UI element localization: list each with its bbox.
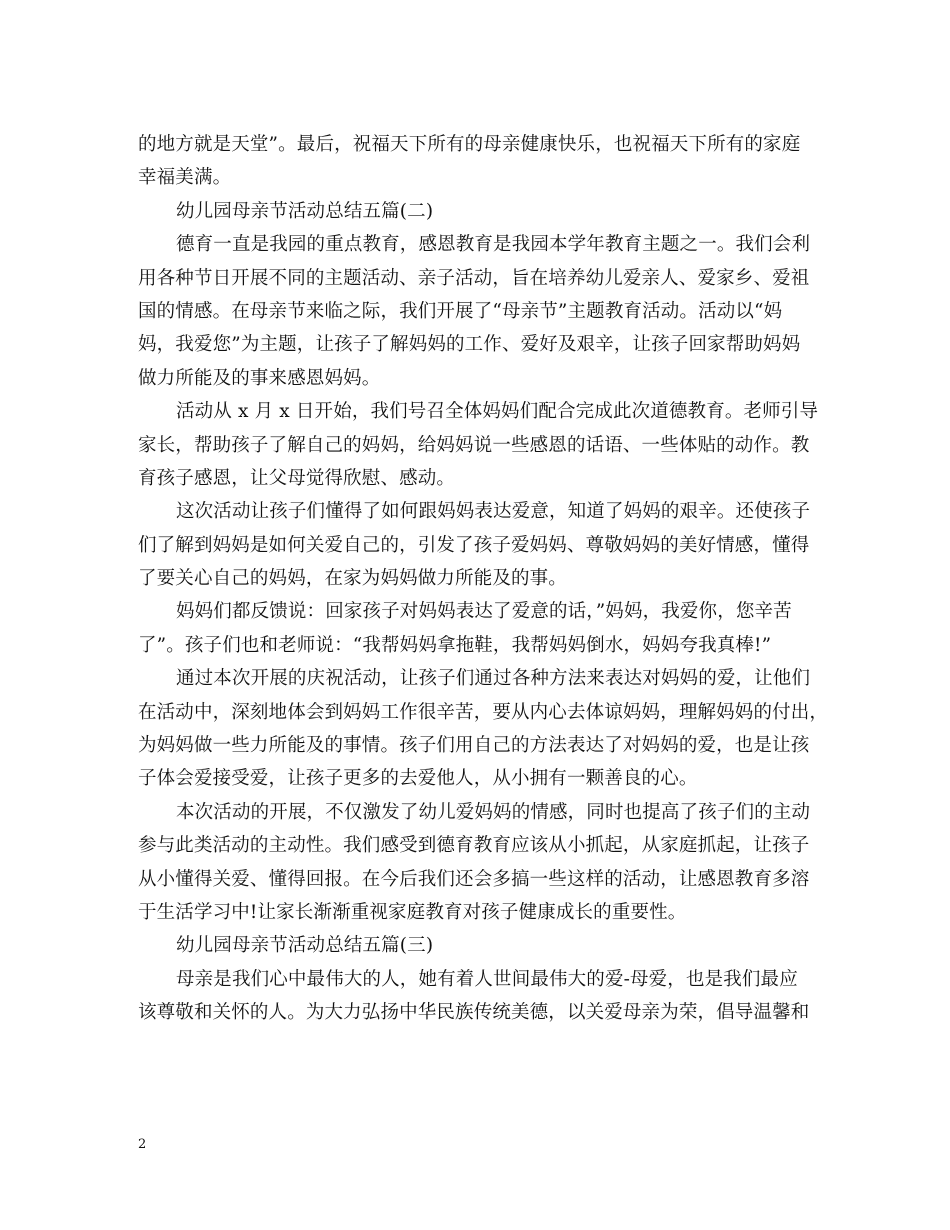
paragraph-first-line: 通过本次开展的庆祝活动，让孩子们通过各种方法来表达对妈妈的爱，让他们 — [176, 668, 811, 690]
text-line: 妈，我爱您”为主题，让孩子了解妈妈的工作、爱好及艰辛，让孩子回家帮助妈妈 — [138, 334, 801, 356]
text-line: 参与此类活动的主动性。我们感受到德育教育应该从小抓起，从家庭抓起，让孩子 — [138, 835, 810, 857]
text-line: 家长，帮助孩子了解自己的妈妈，给妈妈说一些感恩的话语、一些体贴的动作。教 — [138, 434, 810, 456]
paragraph-first-line: 幼儿园母亲节活动总结五篇(二) — [176, 200, 434, 222]
text-line: 的地方就是天堂”。最后，祝福天下所有的母亲健康快乐，也祝福天下所有的家庭 — [138, 134, 801, 155]
text-line: 幸福美满。 — [138, 167, 232, 189]
page-number: 2 — [138, 1137, 147, 1152]
paragraph-first-line: 幼儿园母亲节活动总结五篇(三) — [176, 935, 434, 957]
text-line: 国的情感。在母亲节来临之际，我们开展了“母亲节”主题教育活动。活动以“妈 — [138, 300, 783, 322]
text-line: 了要关心自己的妈妈，在家为妈妈做力所能及的事。 — [138, 568, 567, 590]
text-line: 于生活学习中!让家长渐渐重视家庭教育对孩子健康成长的重要性。 — [138, 901, 687, 923]
text-line: 做力所能及的事来感恩妈妈。 — [138, 367, 381, 389]
text-line: 用各种节日开展不同的主题活动、亲子活动，旨在培养幼儿爱亲人、爱家乡、爱祖 — [138, 267, 810, 289]
text-line: 子体会爱接受爱，让孩子更多的去爱他人，从小拥有一颗善良的心。 — [138, 768, 698, 790]
text-line: 该尊敬和关怀的人。为大力弘扬中华民族传统美德，以关爱母亲为荣，倡导温馨和 — [138, 1002, 810, 1024]
text-line: 从小懂得关爱、懂得回报。在今后我们还会多搞一些这样的活动，让感恩教育多溶 — [138, 868, 810, 890]
text-line: 育孩子感恩，让父母觉得欣慰、感动。 — [138, 467, 456, 489]
paragraph-first-line: 活动从 x 月 x 日开始，我们号召全体妈妈们配合完成此次道德教育。老师引导 — [176, 401, 819, 423]
text-line: 了”。孩子们也和老师说：“我帮妈妈拿拖鞋，我帮妈妈倒水，妈妈夸我真棒!” — [138, 634, 772, 656]
paragraph-first-line: 妈妈们都反馈说：回家孩子对妈妈表达了爱意的话，”妈妈，我爱你，您辛苦 — [176, 601, 792, 623]
document-body — [138, 128, 829, 1030]
paragraph-first-line: 德育一直是我园的重点教育，感恩教育是我园本学年教育主题之一。我们会利 — [176, 234, 811, 256]
paragraph-first-line: 母亲是我们心中最伟大的人，她有着人世间最伟大的爱-母爱，也是我们最应 — [176, 968, 798, 990]
text-line: 们了解到妈妈是如何关爱自己的，引发了孩子爱妈妈、尊敬妈妈的美好情感，懂得 — [138, 534, 810, 556]
paragraph-first-line: 本次活动的开展，不仅激发了幼儿爱妈妈的情感，同时也提高了孩子们的主动 — [176, 801, 811, 823]
text-line: 为妈妈做一些力所能及的事情。孩子们用自己的方法表达了对妈妈的爱，也是让孩 — [138, 735, 810, 757]
text-line: 在活动中，深刻地体会到妈妈工作很辛苦，要从内心去体谅妈妈，理解妈妈的付出， — [138, 701, 829, 723]
paragraph-first-line: 这次活动让孩子们懂得了如何跟妈妈表达爱意，知道了妈妈的艰辛。还使孩子 — [176, 501, 811, 523]
